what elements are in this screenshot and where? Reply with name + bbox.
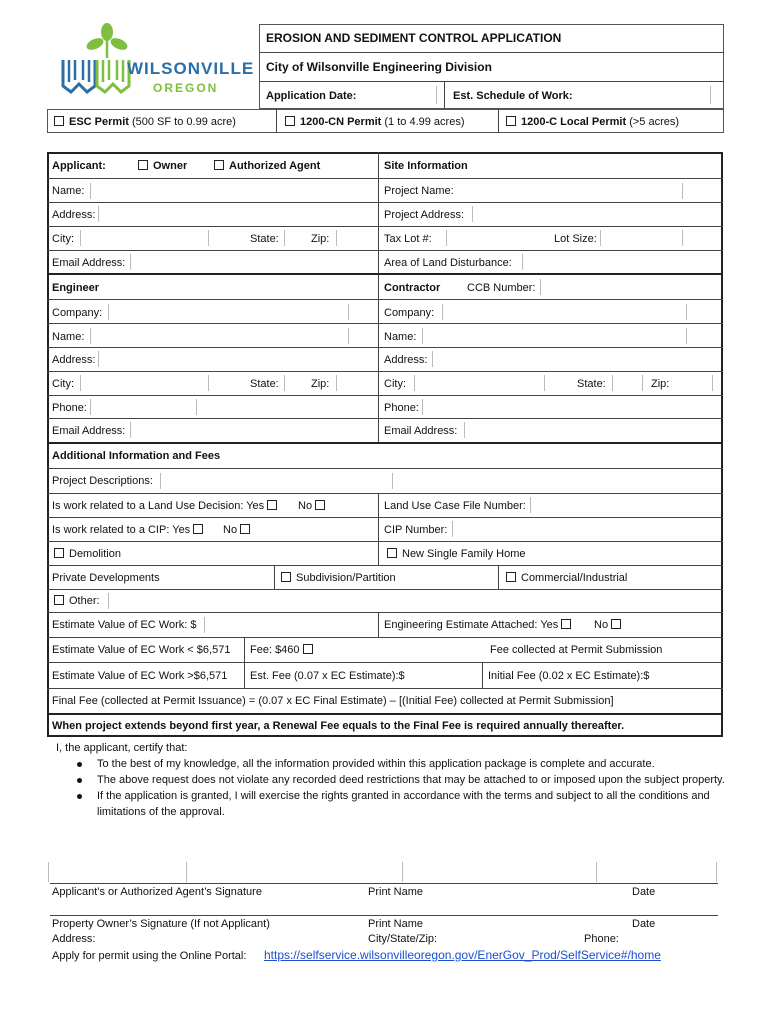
commercial-option[interactable]: Commercial/Industrial bbox=[506, 571, 627, 585]
project-name-field[interactable] bbox=[462, 181, 680, 201]
additional-heading: Additional Information and Fees bbox=[52, 450, 221, 462]
agent-signature-label: Applicant’s or Authorized Agent’s Signature bbox=[52, 886, 262, 898]
applicant-state-field[interactable] bbox=[286, 229, 306, 249]
engineer-zip-field[interactable] bbox=[338, 374, 376, 394]
contractor-company-label: Company: bbox=[384, 307, 435, 319]
portal-link[interactable]: https://selfservice.wilsonvilleoregon.gov/EnerGov_Prod/SelfService#/home bbox=[264, 948, 661, 962]
date-label: Date bbox=[632, 886, 656, 898]
contractor-city-field[interactable] bbox=[416, 374, 542, 394]
subdivision-option[interactable]: Subdivision/Partition bbox=[281, 571, 396, 585]
owner-phone-label: Phone: bbox=[584, 933, 619, 945]
contractor-heading: Contractor bbox=[384, 282, 441, 294]
engineer-zip-label: Zip: bbox=[311, 378, 330, 390]
applicant-name-field[interactable] bbox=[92, 181, 376, 201]
certify-item: To the best of my knowledge, all the information provided within this application package is complete and accurate. bbox=[77, 756, 727, 772]
new-home-option[interactable]: New Single Family Home bbox=[387, 547, 525, 561]
case-file-label: Land Use Case File Number: bbox=[384, 500, 526, 512]
engineer-name-label: Name: bbox=[52, 331, 85, 343]
applicant-city-field[interactable] bbox=[82, 229, 206, 249]
contractor-phone-field[interactable] bbox=[424, 398, 720, 418]
engineer-state-field[interactable] bbox=[286, 374, 306, 394]
engineer-heading: Engineer bbox=[52, 282, 100, 294]
applicant-city-label: City: bbox=[52, 233, 74, 245]
engineer-phone-label: Phone: bbox=[52, 402, 87, 414]
demolition-option[interactable]: Demolition bbox=[54, 547, 121, 561]
gt-value-label: Estimate Value of EC Work >$6,571 bbox=[52, 670, 228, 682]
agent-option[interactable]: Authorized Agent bbox=[214, 159, 320, 173]
permit-1200cn[interactable]: 1200-CN Permit (1 to 4.99 acres) bbox=[285, 115, 464, 129]
city-state-zip-label: City/State/Zip: bbox=[368, 933, 438, 945]
print-name-field[interactable] bbox=[368, 862, 618, 882]
engineer-phone-field[interactable] bbox=[92, 398, 194, 418]
logo-name: WILSONVILLE bbox=[127, 59, 255, 78]
applicant-address-field[interactable] bbox=[100, 205, 376, 225]
certify-intro: I, the applicant, certify that: bbox=[56, 742, 188, 754]
checkbox-icon[interactable] bbox=[387, 548, 397, 558]
print-name-label-2: Print Name bbox=[368, 918, 424, 930]
tax-lot-field[interactable] bbox=[448, 229, 548, 249]
cip-number-field[interactable] bbox=[454, 520, 720, 540]
checkbox-icon[interactable] bbox=[214, 160, 224, 170]
project-address-field[interactable] bbox=[474, 205, 720, 225]
eng-estimate-no-checkbox[interactable] bbox=[611, 619, 621, 629]
applicant-email-label: Email Address: bbox=[52, 257, 126, 269]
checkbox-icon[interactable] bbox=[281, 572, 291, 582]
contractor-zip-field[interactable] bbox=[678, 374, 710, 394]
division-name: City of Wilsonville Engineering Division bbox=[266, 60, 492, 74]
contractor-state-field[interactable] bbox=[614, 374, 640, 394]
initial-fee-label: Initial Fee (0.02 x EC Estimate):$ bbox=[488, 670, 650, 682]
ccb-label: CCB Number: bbox=[467, 282, 536, 294]
private-label: Private Developments bbox=[52, 572, 160, 584]
project-name-label: Project Name: bbox=[384, 185, 454, 197]
city-state-zip-field[interactable] bbox=[446, 930, 576, 946]
land-use-yes-checkbox[interactable] bbox=[267, 500, 277, 510]
date-field[interactable] bbox=[630, 862, 716, 882]
application-date-label: Application Date: bbox=[266, 90, 357, 102]
schedule-field[interactable] bbox=[575, 85, 709, 105]
form-title: EROSION AND SEDIMENT CONTROL APPLICATION bbox=[266, 31, 562, 45]
disturbance-field[interactable] bbox=[524, 253, 720, 273]
agent-signature-field[interactable] bbox=[50, 862, 360, 882]
engineer-address-field[interactable] bbox=[100, 350, 376, 370]
checkbox-icon[interactable] bbox=[54, 116, 64, 126]
eng-estimate-yes-checkbox[interactable] bbox=[561, 619, 571, 629]
tax-lot-label: Tax Lot #: bbox=[384, 233, 432, 245]
project-address-label: Project Address: bbox=[384, 209, 465, 221]
land-use-no: No bbox=[298, 499, 330, 513]
applicant-heading: Applicant: bbox=[52, 160, 106, 172]
engineer-email-label: Email Address: bbox=[52, 425, 126, 437]
applicant-state-label: State: bbox=[250, 233, 279, 245]
contractor-email-field[interactable] bbox=[466, 421, 720, 441]
cip-no: No bbox=[223, 523, 255, 537]
engineer-company-field[interactable] bbox=[110, 303, 346, 323]
certify-item: If the application is granted, I will exercise the rights granted in accordance with the terms and subject to all the conditions and limitations of the approval. bbox=[77, 788, 727, 820]
print-name-label: Print Name bbox=[368, 886, 424, 898]
checkbox-icon[interactable] bbox=[54, 595, 64, 605]
fee-collected-note: Fee collected at Permit Submission bbox=[490, 644, 663, 656]
certify-list bbox=[77, 756, 727, 820]
owner-phone-field[interactable] bbox=[622, 930, 718, 946]
fee-460: Fee: $460 bbox=[250, 643, 318, 657]
checkbox-icon[interactable] bbox=[54, 548, 64, 558]
case-file-field[interactable] bbox=[532, 496, 720, 516]
contractor-company-field[interactable] bbox=[444, 303, 684, 323]
owner-address-field[interactable] bbox=[98, 930, 362, 946]
est-value-label: Estimate Value of EC Work: $ bbox=[52, 619, 197, 631]
lot-size-field[interactable] bbox=[602, 229, 680, 249]
permit-1200c[interactable]: 1200-C Local Permit (>5 acres) bbox=[506, 115, 679, 129]
certify-item: The above request does not violate any recorded deed restrictions that may be attached to or imposed upon the subject property. bbox=[77, 772, 727, 788]
final-fee-note: Final Fee (collected at Permit Issuance) = (0.07 x EC Final Estimate) – [(Initial Fee) collected at Permit Submission] bbox=[52, 695, 614, 707]
portal-label: Apply for permit using the Online Portal: bbox=[52, 950, 247, 962]
checkbox-icon[interactable] bbox=[506, 572, 516, 582]
land-use-question: Is work related to a Land Use Decision: Yes bbox=[52, 499, 282, 513]
contractor-name-label: Name: bbox=[384, 331, 417, 343]
initial-fee-field[interactable] bbox=[654, 665, 720, 685]
renewal-note: When project extends beyond first year, a Renewal Fee equals to the Final Fee is required annually thereafter. bbox=[52, 720, 625, 732]
engineer-address-label: Address: bbox=[52, 354, 96, 366]
engineer-company-label: Company: bbox=[52, 307, 103, 319]
engineer-state-label: State: bbox=[250, 378, 279, 390]
engineer-city-label: City: bbox=[52, 378, 74, 390]
logo-sub: OREGON bbox=[153, 81, 219, 95]
contractor-city-label: City: bbox=[384, 378, 406, 390]
owner-option[interactable]: Owner bbox=[138, 159, 187, 173]
contractor-name-field[interactable] bbox=[424, 327, 684, 347]
other-field[interactable] bbox=[110, 591, 720, 611]
date-label-2: Date bbox=[632, 918, 656, 930]
cip-question: Is work related to a CIP: Yes bbox=[52, 523, 208, 537]
application-date-field[interactable] bbox=[365, 85, 435, 105]
permit-esc[interactable]: ESC Permit (500 SF to 0.99 acre) bbox=[54, 115, 236, 129]
schedule-label: Est. Schedule of Work: bbox=[453, 90, 573, 102]
est-fee-field[interactable] bbox=[406, 665, 480, 685]
lot-size-label: Lot Size: bbox=[554, 233, 597, 245]
contractor-zip-label: Zip: bbox=[651, 378, 670, 390]
contractor-state-label: State: bbox=[577, 378, 606, 390]
applicant-zip-field[interactable] bbox=[338, 229, 376, 249]
disturbance-label: Area of Land Disturbance: bbox=[384, 257, 512, 269]
engineer-email-field[interactable] bbox=[132, 421, 376, 441]
cip-no-checkbox[interactable] bbox=[240, 524, 250, 534]
descriptions-label: Project Descriptions: bbox=[52, 475, 153, 487]
owner-address-label: Address: bbox=[52, 933, 96, 945]
applicant-email-field[interactable] bbox=[132, 253, 376, 273]
contractor-phone-label: Phone: bbox=[384, 402, 419, 414]
site-heading: Site Information bbox=[384, 160, 468, 172]
engineer-city-field[interactable] bbox=[82, 374, 206, 394]
est-value-field[interactable] bbox=[206, 615, 376, 635]
applicant-name-label: Name: bbox=[52, 185, 85, 197]
descriptions-field[interactable] bbox=[162, 471, 390, 491]
fee-460-checkbox[interactable] bbox=[303, 644, 313, 654]
eng-estimate-no: No bbox=[594, 618, 626, 632]
applicant-address-label: Address: bbox=[52, 209, 96, 221]
ccb-field[interactable] bbox=[542, 277, 720, 297]
contractor-address-label: Address: bbox=[384, 354, 428, 366]
cip-yes-checkbox[interactable] bbox=[193, 524, 203, 534]
cip-number-label: CIP Number: bbox=[384, 524, 448, 536]
other-option[interactable]: Other: bbox=[54, 594, 100, 608]
applicant-zip-label: Zip: bbox=[311, 233, 330, 245]
checkbox-icon[interactable] bbox=[506, 116, 516, 126]
land-use-no-checkbox[interactable] bbox=[315, 500, 325, 510]
est-fee-label: Est. Fee (0.07 x EC Estimate):$ bbox=[250, 670, 405, 682]
city-logo bbox=[55, 22, 255, 102]
engineer-name-field[interactable] bbox=[92, 327, 346, 347]
owner-signature-label: Property Owner’s Signature (If not Applicant) bbox=[52, 918, 270, 930]
contractor-email-label: Email Address: bbox=[384, 425, 458, 437]
lt-value-label: Estimate Value of EC Work < $6,571 bbox=[52, 644, 231, 656]
eng-estimate-question: Engineering Estimate Attached: Yes bbox=[384, 618, 576, 632]
checkbox-icon[interactable] bbox=[285, 116, 295, 126]
checkbox-icon[interactable] bbox=[138, 160, 148, 170]
contractor-address-field[interactable] bbox=[434, 350, 720, 370]
